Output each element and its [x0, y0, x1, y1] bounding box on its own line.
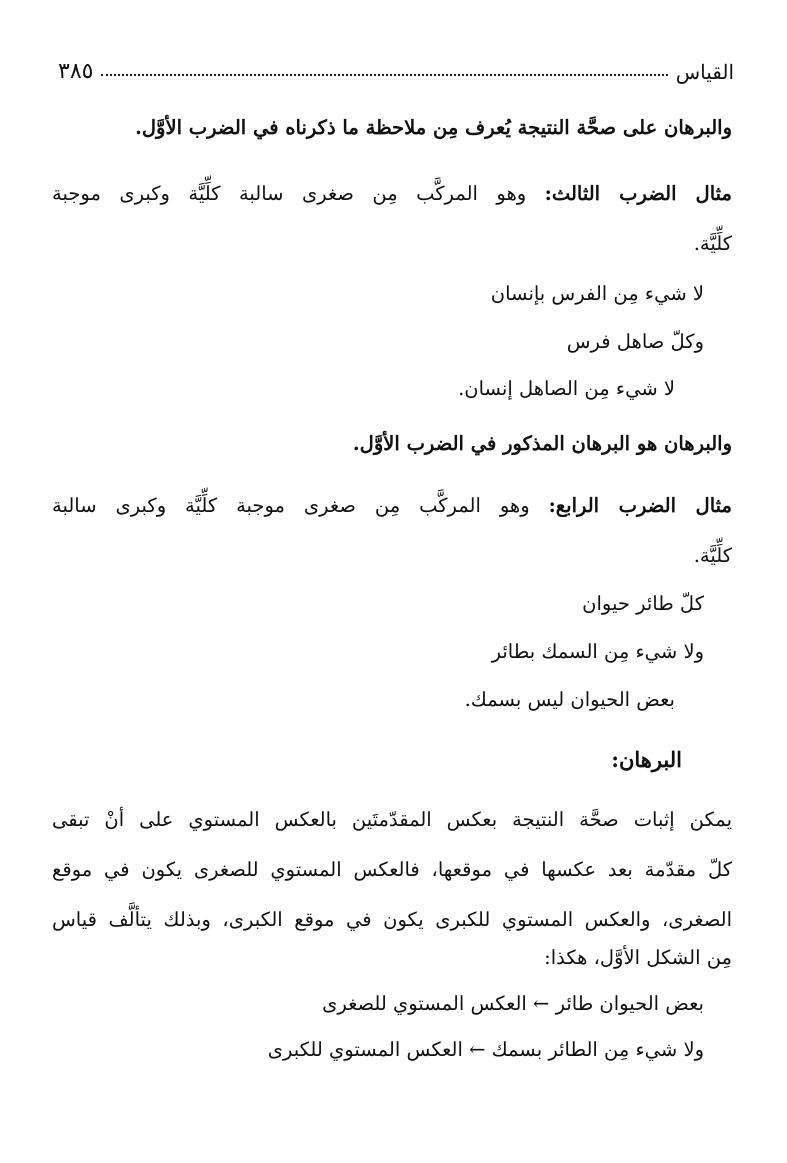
header-leader-dots	[101, 74, 667, 76]
example-fourth-label: مثال الضرب الرابع:	[548, 494, 732, 517]
proof-heading: البرهان:	[611, 747, 682, 772]
converse-minor: بعض الحيوان طائر ← العكس المستوي للصغرى	[322, 992, 704, 1015]
example-fourth-line1	[52, 492, 732, 520]
example-third-line1	[52, 180, 732, 208]
proof-line-3: الصغرى، والعكس المستوي للكبرى يكون في موقع الكبرى، وبذلك يتألَّف قياس	[52, 908, 732, 931]
example-fourth-premise2: ولا شيء مِن السمك بطائر	[491, 640, 704, 663]
example-third-conclusion: لا شيء مِن الصاهل إنسان.	[458, 377, 675, 400]
proof-line-2: كلّ مقدّمة بعد عكسها في موقعها، فالعكس المستوي للصغرى يكون في موقع	[52, 858, 732, 881]
example-fourth-line2: كلِّيَّة.	[693, 544, 732, 567]
running-header	[58, 44, 734, 84]
example-third-premise2: وكلّ صاهل فرس	[566, 330, 704, 353]
example-fourth-conclusion: بعض الحيوان ليس بسمك.	[464, 688, 675, 711]
chapter-title: القياس	[675, 60, 734, 84]
proof-line-1: يمكن إثبات صحَّة النتيجة بعكس المقدّمتَين بالعكس المستوي على أنْ تبقى	[52, 808, 732, 831]
page-number: ٣٨٥	[58, 59, 94, 84]
example-third-text: وهو المركَّب مِن صغرى سالبة كلِّيَّة وكبرى موجبة	[52, 182, 545, 205]
proof-line-4: مِن الشكل الأوَّل، هكذا:	[544, 946, 732, 969]
example-third-line2: كلِّيَّة.	[693, 232, 732, 255]
example-fourth-text: وهو المركَّب مِن صغرى موجبة كلِّيَّة وكبرى سالبة	[52, 494, 549, 517]
converse-major: ولا شيء مِن الطائر بسمك ← العكس المستوي للكبرى	[267, 1038, 704, 1061]
paragraph-proof-first: والبرهان على صحَّة النتيجة يُعرف مِن ملاحظة ما ذكرناه في الضرب الأوَّل.	[135, 116, 732, 139]
paragraph-proof-third: والبرهان هو البرهان المذكور في الضرب الأوَّل.	[352, 432, 732, 455]
example-third-premise1: لا شيء مِن الفرس بإنسان	[490, 282, 704, 305]
example-fourth-premise1: كلّ طائر حيوان	[582, 592, 704, 615]
example-third-label: مثال الضرب الثالث:	[544, 182, 732, 205]
